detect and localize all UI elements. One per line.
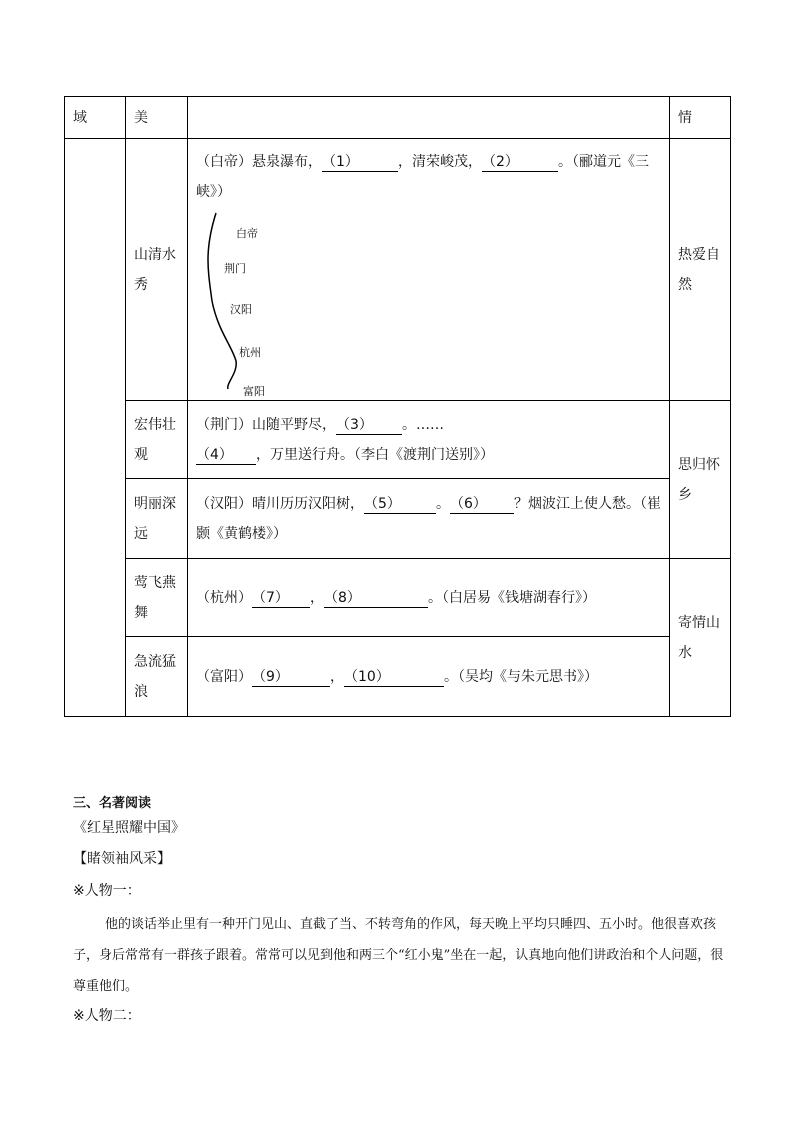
table-row — [65, 559, 731, 637]
header-beauty: 美 — [126, 97, 188, 139]
header-domain: 域 — [65, 97, 126, 139]
subsection-title: 【睹领袖风采】 — [73, 851, 171, 867]
poem-cell: （汉阳）晴川历历汉阳树，（5） 。（6） ？烟波江上使人愁。（崔颢《黄鹤楼》） — [188, 479, 670, 559]
blank-5[interactable]: （5） — [364, 495, 436, 514]
blank-2[interactable]: （2） — [482, 153, 558, 172]
river-route-diagram — [196, 207, 661, 398]
person-two-label: ※人物二： — [73, 1008, 141, 1024]
header-blank — [188, 97, 670, 139]
emotion-cell: 寄情山水 — [670, 559, 731, 717]
place-baidi: 白帝 — [236, 227, 258, 240]
blank-9[interactable]: （9） — [252, 668, 330, 687]
place-hanyang: 汉阳 — [230, 303, 252, 316]
poem-cell: （杭州）（7） ，（8） 。（白居易《钱塘湖春行》） — [188, 559, 670, 637]
blank-4[interactable]: （4） — [196, 446, 256, 465]
emotion-cell: 思归怀乡 — [670, 401, 731, 559]
poem-line: （4） ，万里送行舟。（李白《渡荆门送别》） — [196, 446, 494, 463]
blank-10[interactable]: （10） — [344, 668, 444, 687]
emotion-cell: 热爱自然 — [670, 139, 731, 401]
blank-6[interactable]: （6） — [450, 495, 514, 514]
domain-cell — [65, 139, 126, 717]
poem-line: （荆门）山随平野尽，（3） 。…… — [196, 416, 444, 433]
table-row — [65, 637, 731, 717]
table-row — [65, 401, 731, 479]
blank-1[interactable]: （1） — [322, 153, 398, 172]
table-header-row — [65, 97, 731, 139]
book-title: 《红星照耀中国》 — [73, 820, 185, 836]
beauty-cell: 急流猛浪 — [126, 637, 188, 717]
table-row — [65, 139, 731, 401]
header-emotion: 情 — [670, 97, 731, 139]
blank-7[interactable]: （7） — [252, 589, 310, 608]
section-title: 三、名著阅读 — [73, 796, 152, 811]
table-row — [65, 479, 731, 559]
beauty-cell: 莺飞燕舞 — [126, 559, 188, 637]
poem-cell: （富阳）（9） ，（10） 。（吴均《与朱元思书》） — [188, 637, 670, 717]
person-one-label: ※人物一： — [73, 883, 141, 899]
place-fuyang: 富阳 — [243, 385, 265, 398]
place-hangzhou: 杭州 — [239, 346, 261, 359]
reading-paragraph: 他的谈话举止里有一种开门见山、直截了当、不转弯角的作风，每天晚上平均只睡四、五小时。他很喜欢孩子，身后常常有一群孩子跟着。常常可以见到他和两三个“红小鬼”坐在一起，认真地向他们讲政治和个人问题，很尊重他们。 — [73, 917, 724, 994]
blank-8[interactable]: （8） — [324, 589, 428, 608]
beauty-cell: 宏伟壮观 — [126, 401, 188, 479]
blank-3[interactable]: （3） — [336, 416, 402, 435]
poem-cell — [188, 139, 670, 401]
poem-line: （白帝）悬泉瀑布，（1） ，清荣峻茂，（2） 。（郦道元《三峡》） — [196, 154, 649, 200]
beauty-cell: 明丽深远 — [126, 479, 188, 559]
place-jingmen: 荆门 — [224, 262, 246, 275]
poem-cell — [188, 401, 670, 479]
poetry-table — [64, 96, 731, 717]
beauty-cell: 山清水秀 — [126, 139, 188, 401]
